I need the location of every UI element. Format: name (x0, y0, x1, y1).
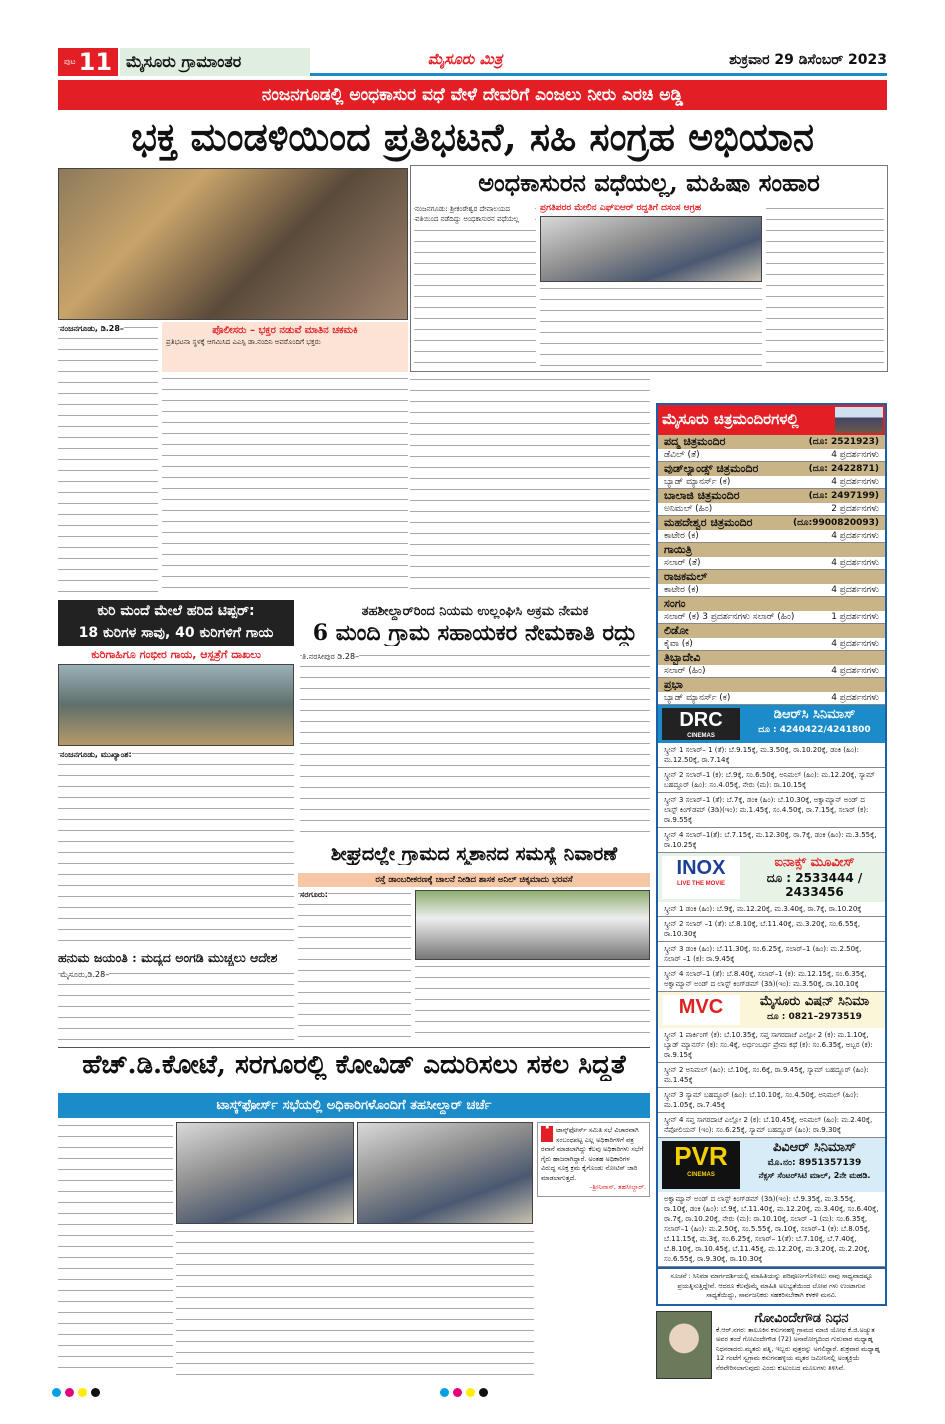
show-count: 4 ಪ್ರದರ್ಶನಗಳು (831, 531, 879, 541)
multiplex-phone: ದೂ : 2533444 / 2433456 (766, 871, 863, 899)
screen-schedule-row: ಸ್ಕ್ರೀನ್ 3 ಸ್ಯಾಮ್ ಬಹದ್ದೂರ್ (ಹಿಂ): ಬೆ.10.10ಕ್ಕೆ, ಸಂ.4.50ಕ್ಕೆ, ಅನಿಮಲ್ (ಹಿಂ): ಮ.1.05ಕ್ಕೆ, ರಾ.7.45ಕ್ಕೆ (658, 1088, 885, 1113)
film-title: ಡೆವಿಲ್ (ತೆ) (664, 450, 700, 460)
theatre-name-row (658, 570, 885, 584)
cinema-guide-title: ಮೈಸೂರು ಚಿತ್ರಮಂದಿರಗಳಲ್ಲಿ (662, 410, 799, 428)
story6-headline: ಹನುಮ ಜಯಂತಿ : ಮದ್ಯದ ಅಂಗಡಿ ಮುಚ್ಚಲು ಆದೇಶ (58, 950, 278, 965)
multiplex-name: ಪಿವಿಆರ್ ಸಿನಿಮಾಸ್ (772, 1140, 857, 1155)
theatre-name-row (658, 678, 885, 692)
theatre-showing-row (658, 557, 885, 570)
obituary-text: ಕೆ.ಆರ್.ನಗರ: ತಾಲೂಕಿನ ಕಸುಗನಹಳ್ಳಿ ಗ್ರಾಮದ ಮಾಜಿ ಯೋಧ ಕೆ.ಜಿ.ಅಚ್ಯುತ ಅವರ ತಂದೆ ಗೋವಿಂದೇಗೌಡ (72) ಅನಾರೋಗ್ಯದಿಂದ ಗುರುವಾರ ಮಧ್ಯಾಹ್ನ ನಿಧನರಾದರು.ಮೃತರು ಪತ್ನಿ, ಇಬ್ಬರು ಪುತ್ರರನ್ನು ಅಗಲಿದ್ದಾರೆ. ಶುಕ್ರವಾರ ಮಧ್ಯಾಹ್ನ 12 ಗಂಟೆಗೆ ಸ್ವಗ್ರಾಮ ಕಸುಗನಹಳ್ಳಿಯ ಮೃತರ ಜಮೀನಿನಲ್ಲಿ ಅಂತ್ಯಕ್ರಿಯೆ ನೆರವೇರಿಸಲಾಗುವುದು ಎಂದು ಕುಟುಂಬದ ಮೂಲಗಳು ತಿಳಿಸಿವೆ. (716, 1325, 881, 1372)
film-title: ಕಾಟೇರ (ಕ) (664, 531, 699, 541)
page-number: 11 (78, 48, 113, 76)
screen-schedule-row: ಸ್ಕ್ರೀನ್ 4 ಸಪ್ತ ಸಾಗರದಾಚೆ ಎಲ್ಲೋ 2 (ಕ): ಬೆ.10.45ಕ್ಕೆ, ಅನಿಮಲ್ (ಹಿಂ): ಮ.2.40ಕ್ಕೆ, ನೆಪೋಲಿಯನ್ (ಇಂ): ಸಂ.6.25ಕ್ಕೆ, ಸ್ಯಾಮ್ ಬಹದ್ದೂರ್ (ಹಿಂ): ರಾ.9.30ಕ್ಕೆ (658, 1113, 885, 1138)
screen-schedule-row: ಸ್ಕ್ರೀನ್ 2 ಸಲಾರ್–1 (ಕ): ಬೆ.9ಕ್ಕೆ, ಸಂ.6.50ಕ್ಕೆ, ಅನಿಮಲ್ (ಹಿಂ): ಮ.12.20ಕ್ಕೆ, ಸ್ಯಾಮ್ ಬಹದ್ದೂರ್ (ಹಿಂ): ಸಂ.4.05ಕ್ಕೆ, ನೇರು (ಮ): ರಾ.10.15ಕ್ಕೆ (658, 768, 885, 793)
multiplex-header (658, 992, 885, 1028)
cinema-hall-image (835, 407, 883, 433)
drc-logo (662, 708, 740, 740)
theatre-phone: (ದೂ:9900820093) (792, 518, 879, 528)
theatre-name-row (658, 597, 885, 611)
show-count: 4 ಪ್ರದರ್ಶನಗಳು (831, 585, 879, 595)
logo-text: INOX (676, 857, 726, 879)
screen-schedule-row: ಸ್ಕ್ರೀನ್ 1 ಸಲಾರ್– 1 (ತೆ): ಬೆ.9.15ಕ್ಕೆ, ಮ.3.50ಕ್ಕೆ, ರಾ.10.20ಕ್ಕೆ, ಡಂಕಿ (ಹಿಂ): ಮ.12.50ಕ್ಕೆ, ರಾ.7.14ಕ್ಕೆ (658, 743, 885, 768)
story3-headline-line1: ಕುರಿ ಮಂದೆ ಮೇಲೆ ಹರಿದ ಟಿಪ್ಪರ್: (97, 603, 255, 619)
theatre-showing-row (658, 530, 885, 543)
screen-schedule-row: ಸ್ಕ್ರೀನ್ 2 ಅನಿಮಲ್ (ಹಿಂ): ಬೆ.10ಕ್ಕೆ, ಸಂ.6ಕ್ಕೆ, ರಾ.9.45ಕ್ಕೆ, ಸ್ಯಾಮ್ ಬಹದ್ದೂರ್ (ಹಿಂ): ಮ.1.45ಕ್ಕೆ (658, 1063, 885, 1088)
story6-body (58, 970, 294, 1045)
show-count: 4 ಪ್ರದರ್ಶನಗಳು (831, 666, 879, 676)
show-count: 4 ಪ್ರದರ್ಶನಗಳು (831, 693, 879, 703)
show-count: 4 ಪ್ರದರ್ಶನಗಳು (831, 477, 879, 487)
masthead-logo: ಮೈಸೂರು ಮಿತ್ರ (427, 50, 503, 68)
story5-dateline: ಸರಗೂರು: (300, 890, 328, 899)
logo-text: PVR (674, 1141, 728, 1171)
story7-headline: ಹೆಚ್.ಡಿ.ಕೋಟೆ, ಸರಗೂರಲ್ಲಿ ಕೋವಿಡ್ ಎದುರಿಸಲು ಸಕಲ ಸಿದ್ಧತೆ (82, 1050, 626, 1080)
multiplex-address: ನೆಕ್ಸಸ್ ಸೆಂಟರ್‌ಸಿಟಿ ಮಾಲ್, 2ನೇ ಮಹಡಿ. (758, 1171, 871, 1180)
screen-schedule-row: ಅಕ್ವಾಮ್ಯಾನ್ ಅಂಡ್ ದ ಲಾಸ್ಟ್ ಕಿಂಗ್‌ಡಮ್ (3ಡಿ)(ಇಂ): ಬೆ.9.35ಕ್ಕೆ, ಮ.3.55ಕ್ಕೆ, ರಾ.10ಕ್ಕೆ, ಡಂಕಿ (ಹಿಂ): ಬೆ.9ಕ್ಕೆ, ಬೆ.11.40ಕ್ಕೆ, ಮ.12.20ಕ್ಕೆ, ಮ.3.40ಕ್ಕೆ, ಸಂ.6.40ಕ್ಕೆ, ರಾ.7ಕ್ಕೆ, ರಾ.10.20ಕ್ಕೆ, ನೇರು (ಮ): ರಾ.10.10ಕ್ಕೆ, ಸಲಾರ್ –1 (ಮ): ಸಂ.6.35ಕ್ಕೆ, ಸಲಾರ್–1 (ಹಿಂ): ಮ.2.50ಕ್ಕೆ, ಸಂ.5.55ಕ್ಕೆ, ರಾ.10ಕ್ಕೆ, ಸಲಾರ್–1 (ಕ): ಬೆ.8.05ಕ್ಕೆ, ಬೆ.11.15ಕ್ಕೆ, ಮ.3ಕ್ಕೆ, ಸಂ.6.25ಕ್ಕೆ, ಸಲಾರ್– 1(ತೆ): ಬೆ.7.10ಕ್ಕೆ, ಬೆ.7.40ಕ್ಕೆ, ಬೆ.8.10ಕ್ಕೆ, ರಾ.10.45ಕ್ಕೆ, ಬೆ.11.45ಕ್ಕೆ, ಮ.12.20ಕ್ಕೆ, ಮ.3.20ಕ್ಕೆ, ಮ.2.20ಕ್ಕೆ, ಸಂ.6.55ಕ್ಕೆ, ರಾ.9.30ಕ್ಕೆ, ರಾ.10.30ಕ್ಕೆ (658, 1192, 885, 1267)
film-title: ಕೈವಾ (ಕ) (664, 639, 693, 649)
theatre-showing-row (658, 449, 885, 462)
multiplex-header (658, 1138, 885, 1192)
story3-body (58, 750, 294, 945)
logo-text: DRC (679, 709, 723, 731)
screen-schedule-row: ಸ್ಕ್ರೀನ್ 4 ಸಲಾರ್–1(ತೆ): ಬೆ.7.15ಕ್ಕೆ, ಮ.12.30ಕ್ಕೆ, ರಾ.7ಕ್ಕೆ, ಡಂಕಿ (ಹಿಂ): ಮ.3.55ಕ್ಕೆ, ರಾ.10.25ಕ್ಕೆ (658, 828, 885, 853)
film-title: ಅನಿಮಲ್ (ಹಿಂ) (664, 504, 713, 514)
lead-caption-box (162, 322, 408, 372)
story2-body (414, 205, 536, 368)
registration-marks-center (440, 1382, 492, 1401)
lead-headline: ಭಕ್ತ ಮಂಡಳಿಯಿಂದ ಪ್ರತಿಭಟನೆ, ಸಹಿ ಸಂಗ್ರಹ ಅಭಿಯಾನ (131, 114, 814, 159)
screen-schedule-row: ಸ್ಕ್ರೀನ್ 3 ಡಂಕಿ (ಹಿಂ): ಬೆ.11.30ಕ್ಕೆ, ಸಂ.6.25ಕ್ಕೆ, ಸಲಾರ್–1 (ಹಿಂ): ಮ.2.50ಕ್ಕೆ, ಸಲಾರ್ –1 (ಕ): ರಾ.9.45ಕ್ಕೆ (658, 942, 885, 967)
quote-icon: ❛ (541, 1126, 553, 1142)
lead-body-cols (162, 375, 408, 593)
theatre-name: ಮಹದೇಶ್ವರ ಚಿತ್ರಮಂದಿರ (664, 516, 753, 529)
theatre-phone: (ದೂ: 2497199) (808, 491, 879, 501)
story4-headline: 6 ಮಂದಿ ಗ್ರಾಮ ಸಹಾಯಕರ ನೇಮಕಾತಿ ರದ್ದು (312, 620, 638, 646)
screen-schedule-row: ಸ್ಕ್ರೀನ್ 2 ಸಲಾರ್ –1 (ತೆ): ಬೆ.8.10ಕ್ಕೆ, ಬೆ.11.40ಕ್ಕೆ, ಮ.3.20ಕ್ಕೆ, ಸಂ.6.55ಕ್ಕೆ, ರಾ.10.30ಕ್ಕೆ (658, 917, 885, 942)
story2-continued (410, 376, 650, 594)
story2-dateline: ನಂಜನಗೂಡು: ಶ್ರೀಕಂಠೇಶ್ವರ ದೇವಾಲಯದ ವತಿಯಿಂದ ನಡೆದಿದ್ದು ಅಂಧಕಾಸುರನ ವಧೆಯಲ್ಲ (415, 204, 535, 224)
show-count: 4 ಪ್ರದರ್ಶನಗಳು (831, 639, 879, 649)
theatre-showing-row (658, 476, 885, 489)
theatre-name: ಸಂಗಂ (664, 597, 686, 610)
caption-text: ಪ್ರತಿಭಟನಾ ಸ್ಥಳಕ್ಕೆ ಆಗಮಿಸಿದ ಎಎಸ್ಪಿ ಡಾ.ನಂದಿನಿ ಅವರೊಂದಿಗೆ ಭಕ್ತರು (166, 338, 321, 346)
story3-headline-line2: 18 ಕುರಿಗಳ ಸಾವು, 40 ಕುರಿಗಳಿಗೆ ಗಾಯ (78, 625, 274, 641)
quote-text: ಟಾಸ್ಕ್‌ಫೋರ್ಸ್ ಸಮಿತಿ ಸಭೆ ವಿಚಾರವಾಗಿ ಸಂಬಂಧಪಟ್ಟ ಎಲ್ಲ ಅಧಿಕಾರಿಗಳಿಗೆ ಪತ್ರ ರವಾನೆ ಮಾಡಲಾಗಿದ್ದು ಕೆಲವು ಅಧಿಕಾರಿಗಳು ಸಭೆಗೆ ಗೈರು ಹಾಜರಾಗಿದ್ದಾರೆ. ಅಂತಹ ಅಧಿಕಾರಿಗಳ ವಿರುದ್ಧ ಸೂಕ್ತ ಕ್ರಮ ಕೈಗೊಂಡು ನೋಟಿಸ್ ಜಾರಿ ಮಾಡಲಾಗುತ್ತದೆ. (541, 1126, 644, 1182)
story7-body-left (58, 1122, 173, 1377)
obituary-photo (656, 1311, 712, 1379)
obituary (656, 1311, 887, 1379)
film-title: ಬ್ಯಾಡ್ ಮ್ಯಾನರ್ಸ್ (ಕ) (664, 477, 731, 487)
multiplex-phone: ದೂ : 4240422/4241800 (758, 725, 871, 735)
story7-body-bottom (176, 1228, 534, 1378)
registration-marks-left (52, 1382, 104, 1401)
theatre-name-row (658, 435, 885, 449)
theatre-showing-row (658, 665, 885, 678)
multiplex-name: ಮೈಸೂರು ವಿಷನ್ ಸಿನಿಮಾ (759, 994, 870, 1009)
story4-kicker: ತಹಶೀಲ್ದಾರ್‌ರಿಂದ ನಿಯಮ ಉಲ್ಲಂಘಿಸಿ ಅಕ್ರಮ ನೇಮಕ (361, 604, 589, 619)
cinema-guide-title-bar (658, 405, 885, 435)
theatre-name: ಲಿಡೋ (664, 624, 689, 637)
theatre-name-row (658, 489, 885, 503)
theatre-name: ರಾಜಕಮಲ್ (664, 570, 708, 583)
theatre-name: ವುಡ್‌ಲ್ಯಾಂಡ್ಸ್ ಚಿತ್ರಮಂದಿರ (664, 462, 759, 475)
lead-kicker-banner: ನಂಜನಗೂಡಲ್ಲಿ ಅಂಧಕಾಸುರ ವಧೆ ವೇಳೆ ದೇವರಿಗೆ ಎಂಜಲು ನೀರು ಎರಚಿ ಅಡ್ಡಿ (58, 80, 887, 110)
mvc-logo (662, 995, 740, 1025)
cinema-guide (656, 403, 887, 1306)
screen-schedule-row: ಸ್ಕ್ರೀನ್ 4 ಸಲಾರ್–1 (ತೆ): ಬೆ.8.40ಕ್ಕೆ, ಸಲಾರ್–1 (ಕ): ಮ.12.15ಕ್ಕೆ, ಸಂ.6.35ಕ್ಕೆ, ಅಕ್ವಾಮ್ಯಾನ್ ಅಂಡ್ ದ ಲಾಸ್ಟ್ ಕಿಂಗ್‌ಡಮ್ (3ಡಿ)(ಇಂ): ಮ.3.50ಕ್ಕೆ, ರಾ.10.10ಕ್ಕೆ (658, 967, 885, 992)
logo-subtext: LIVE THE MOVIE (676, 881, 725, 887)
multiplex-name: ಡಿಆರ್‌ಸಿ ಸಿನಿಮಾಸ್ (773, 707, 856, 722)
story5-headline: ಶೀಘ್ರದಲ್ಲೇ ಗ್ರಾಮದ ಸ್ಮಶಾನದ ಸಮಸ್ಯೆ ನಿವಾರಣೆ (330, 843, 618, 865)
theatre-phone: (ದೂ: 2521923) (808, 437, 879, 447)
story7-photo-1 (176, 1122, 354, 1224)
story3-dateline: ನಂಜನಗೂಡು, ಮುಖ್ಯಾಂಶ: (60, 750, 132, 759)
story5-body (298, 890, 411, 1040)
story5-photo (415, 890, 650, 960)
story5-body-2 (415, 963, 650, 1043)
story2-body-2 (540, 285, 762, 370)
show-count: 2 ಪ್ರದರ್ಶನಗಳು (831, 504, 879, 514)
story5-subhead: ರಸ್ತೆ ಡಾಂಬರೀಕರಣಕ್ಕೆ ಚಾಲನೆ ನೀಡಿದ ಶಾಸಕ ಅನಿಲ್ ಚಿಕ್ಕಮಾದು ಭರವಸೆ (298, 873, 650, 887)
story2-headline: ಅಂಧಕಾಸುರನ ವಧೆಯಲ್ಲ, ಮಹಿಷಾ ಸಂಹಾರ (478, 168, 820, 197)
story3-headline-box (58, 600, 294, 646)
story3-subhead: ಕುರಿಗಾಹಿಗೂ ಗಂಭೀರ ಗಾಯ, ಆಸ್ಪತ್ರೆಗೆ ದಾಖಲು (91, 648, 261, 661)
story4-body (300, 652, 650, 840)
caption-title: ಪೊಲೀಸರು – ಭಕ್ತರ ನಡುವೆ ಮಾತಿನ ಚಕಮಕಿ (212, 325, 358, 336)
film-title: ಕಾಟೇರ (ಕ) (664, 585, 699, 595)
multiplex-phone: ಮೊ.ನಂ: 8951357139 (767, 1158, 862, 1168)
multiplex-header (658, 853, 885, 902)
story3-photo (58, 664, 294, 746)
theatre-name-row (658, 462, 885, 476)
show-count: 4 ಪ್ರದರ್ಶನಗಳು (831, 558, 879, 568)
film-title: ಸಲಾರ್ (ಕ) 3 ಪ್ರದರ್ಶನಗಳು ಸಲಾರ್ (ಹಿಂ) (664, 612, 795, 622)
theatre-phone: (ದೂ: 2422871) (808, 464, 879, 474)
theatre-showing-row (658, 584, 885, 597)
theatre-showing-row (658, 692, 885, 705)
film-title: ಸಲಾರ್ (ಹಿಂ) (664, 666, 706, 676)
film-title: ಬ್ಯಾಡ್ ಮ್ಯಾನರ್ಸ್ (ಕ) (664, 693, 731, 703)
logo-text: MVC (678, 996, 724, 1018)
story2-body-3 (766, 205, 884, 368)
issue-date: ಶುಕ್ರವಾರ 29 ಡಿಸೆಂಬರ್ 2023 (729, 52, 887, 68)
film-title: ಸಲಾರ್ (ತೆ) (664, 558, 701, 568)
theatre-name: ಪ್ರಭಾ (664, 678, 683, 691)
section-name: ಮೈಸೂರು ಗ್ರಾಮಾಂತರ (120, 48, 310, 76)
right-column (656, 403, 887, 1379)
screen-schedule-row: ಸ್ಕ್ರೀನ್ 1 ಪಾರ್ಕಿಂಗ್ (ಕ): ಬೆ.10.35ಕ್ಕೆ, ಸಪ್ತ ಸಾಗರದಾಚೆ ಎಲ್ಲೋ 2 (ಕ): ಮ.1.10ಕ್ಕೆ, ಬ್ಯಾಡ್ ಮ್ಯಾನರ್ಸ್ (ಕ): ಸಂ.4ಕ್ಕೆ, ಅರ್ಧಂಬರ್ಧ ಪ್ರೇಮ ಕಥೆ (ಕ): ಸಂ.6.35ಕ್ಕೆ, ಅಬ್ಬರ (ಕ): ರಾ.9.15ಕ್ಕೆ (658, 1028, 885, 1063)
theatre-name: ಪದ್ಮ ಚಿತ್ರಮಂದಿರ (664, 435, 726, 448)
story6-dateline: ಮೈಸೂರು,ಡಿ.28– (60, 970, 110, 979)
lead-photo (58, 168, 408, 320)
header-rule (310, 73, 887, 76)
theatre-name: ಗಾಯಿತ್ರಿ (664, 543, 692, 556)
cinema-notice: ಸೂಚನೆ : ಸಿನಿಮಾ ಮಾರ್ಗದರ್ಶಿಯಲ್ಲಿ ಮಾಹಿತಿಯನ್ನು ಪರಿಪೂರ್ಣಗೊಳಿಸಲು ನಾವು ಸಾಧ್ಯವಾದಷ್ಟೂ ಪ್ರಯತ್ನಿಸುತ್ತಿದ್ದೇವೆ. ಆದರೂ ಕೆಲವೊಮ್ಮೆ ಮಾಹಿತಿ ಅಲಭ್ಯತೆಯಿಂದ ಲೋಪ ಗಳು ಉಂಟಾಗುವ ಸಾಧ್ಯತೆಯಿದ್ದು, ಸಾರ್ವಜನಿಕರು ಸಹಕರಿಸಬೇಕಾಗಿ ಕಳಕಳಿ ಮನವಿ. (658, 1267, 885, 1304)
theatre-showing-row (658, 611, 885, 624)
screen-schedule-row: ಸ್ಕ್ರೀನ್ 1 ಡಂಕಿ (ಹಿಂ): ಬೆ.9ಕ್ಕೆ, ಮ.12.20ಕ್ಕೆ, ಮ.3.40ಕ್ಕೆ, ರಾ.7ಕ್ಕೆ, ರಾ.10.20ಕ್ಕೆ (658, 902, 885, 917)
theatre-showing-row (658, 503, 885, 516)
theatre-name-row (658, 651, 885, 665)
multiplex-phone: ದೂ : 0821–2973519 (767, 1012, 862, 1022)
theatre-showing-row (658, 638, 885, 651)
theatre-name-row (658, 543, 885, 557)
show-count: 4 ಪ್ರದರ್ಶನಗಳು (831, 450, 879, 460)
logo-subtext: CINEMAS (687, 1172, 715, 1178)
multiplex-header (658, 705, 885, 743)
story7-subhead-banner: ಟಾಸ್ಕ್‌ಫೋರ್ಸ್ ಸಭೆಯಲ್ಲಿ ಅಧಿಕಾರಿಗಳೊಂದಿಗೆ ತಹಸೀಲ್ದಾರ್ ಚರ್ಚೆ (58, 1093, 650, 1118)
logo-subtext: CINEMAS (687, 733, 715, 739)
quote-author: –ಶ್ರೀನಿವಾಸ್, ತಹಸೀಲ್ದಾರ್. (589, 1183, 646, 1191)
lead-body (58, 324, 158, 594)
page-number-tag (58, 48, 118, 76)
obituary-title: ಗೋವಿಂದೇಗೌಡ ನಿಧನ (754, 1310, 849, 1326)
page-prefix: ಪುಟ (63, 57, 76, 66)
theatre-name-row (658, 624, 885, 638)
divider (58, 1047, 650, 1048)
story2-subhead: ಪ್ರಗತಿಪರರ ಮೇಲಿನ ಎಫ್‌ಐಆರ್ ರದ್ದತಿಗೆ ದಸಂಸ ಆಗ್ರಹ (540, 203, 702, 213)
inox-logo (662, 856, 740, 899)
story7-photo-2 (357, 1122, 533, 1224)
lead-dateline: ನಂಜನಗೂಡು, ಡಿ.28– (60, 324, 124, 333)
story7-quote-box (537, 1122, 650, 1197)
multiplex-name: ಐನಾಕ್ಸ್ ಮೂವೀಸ್ (774, 855, 855, 870)
theatre-name: ಬಾಲಾಜಿ ಚಿತ್ರಮಂದಿರ (664, 489, 740, 502)
pvr-logo (662, 1141, 740, 1189)
screen-schedule-row: ಸ್ಕ್ರೀನ್ 3 ಸಲಾರ್–1 (ತೆ): ಬೆ.7ಕ್ಕೆ, ಡಂಕಿ (ಹಿಂ): ಬೆ.10.30ಕ್ಕೆ, ಅಕ್ವಾಮ್ಯಾನ್ ಅಂಡ್ ದ ಲಾಸ್ಟ್ ಕಿಂಗ್‌ಡಮ್ (3ಡಿ)(ಇಂ): ಮ.1.45ಕ್ಕೆ, ಸಂ.4.50ಕ್ಕೆ, ರಾ.7.15ಕ್ಕೆ, ಸಲಾರ್ (ಕ): ರಾ.9.55ಕ್ಕೆ (658, 793, 885, 828)
theatre-name: ತಿಬ್ಬಾದೇವಿ (664, 651, 701, 664)
show-count: 1 ಪ್ರದರ್ಶನಗಳು (831, 612, 879, 622)
story4-dateline: ತಿ.ನರಸೀಪುರ ಡಿ.28– (302, 652, 360, 661)
story2-photo (540, 216, 762, 282)
theatre-name-row (658, 516, 885, 530)
